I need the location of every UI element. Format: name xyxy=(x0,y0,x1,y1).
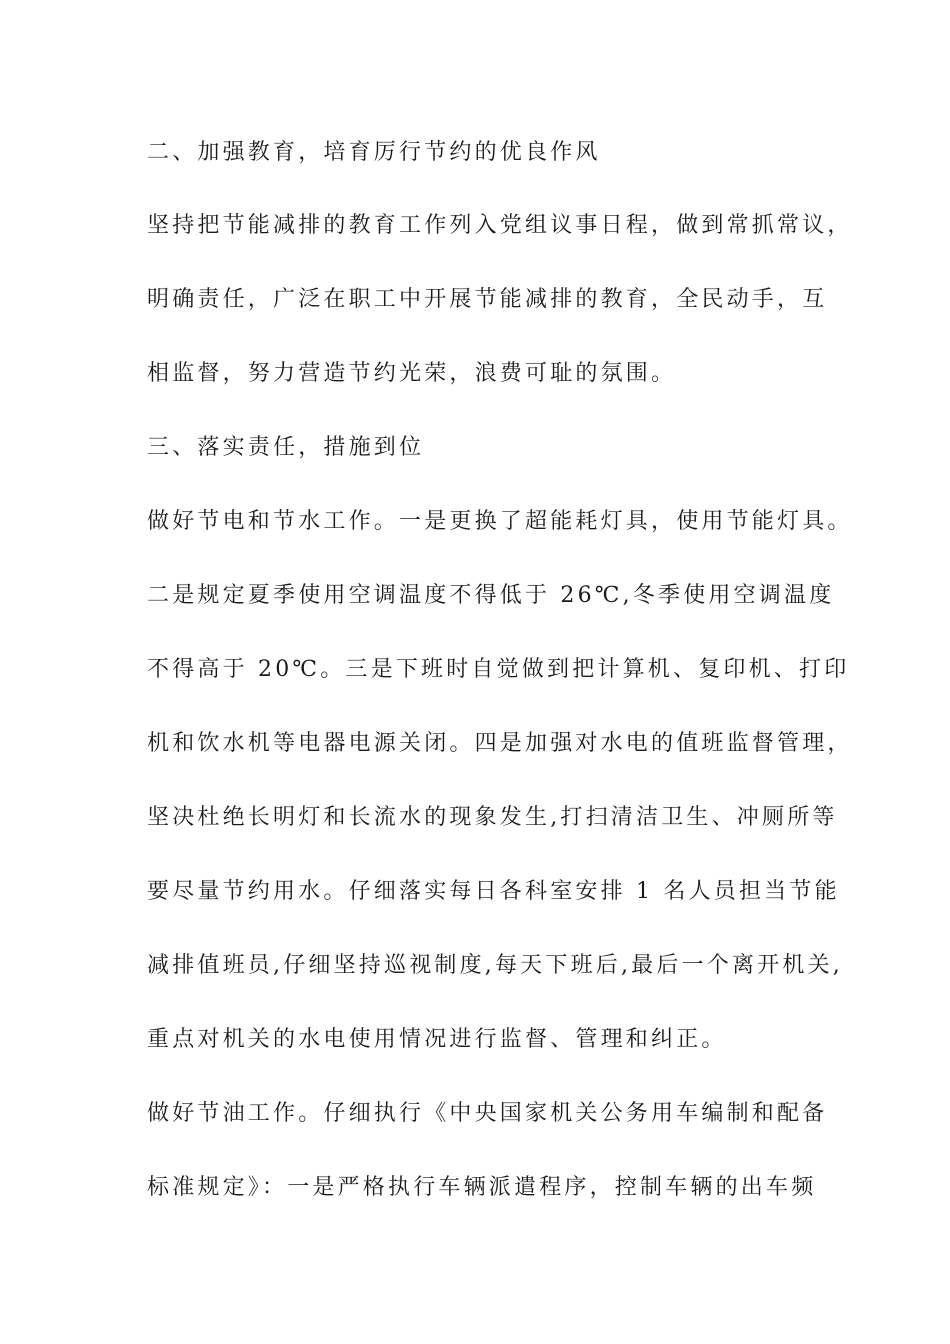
paragraph-line: 重点对机关的水电使用情况进行监督、管理和纠正。 xyxy=(147,1027,727,1052)
paragraph-line: 减排值班员,仔细坚持巡视制度,每天下班后,最后一个离开机关, xyxy=(147,953,843,978)
paragraph-line: 坚持把节能减排的教育工作列入党组议事日程，做到常抓常议， xyxy=(147,213,853,238)
paragraph-line: 要尽量节约用水。仔细落实每日各科室安排 1 名人员担当节能 xyxy=(147,879,840,904)
paragraph-line: 机和饮水机等电器电源关闭。四是加强对水电的值班监督管理， xyxy=(147,731,853,756)
section-heading-3: 三、落实责任，措施到位 xyxy=(147,435,425,460)
paragraph-line: 标准规定》：一是严格执行车辆派遣程序，控制车辆的出车频 xyxy=(147,1175,817,1200)
section-heading-2: 二、加强教育，培育厉行节约的优良作风 xyxy=(147,140,601,165)
paragraph-line: 做好节油工作。仔细执行《中央国家机关公务用车编制和配备 xyxy=(147,1101,828,1126)
paragraph-line: 做好节电和节水工作。一是更换了超能耗灯具，使用节能灯具。 xyxy=(147,509,853,534)
paragraph-line: 二是规定夏季使用空调温度不得低于 26℃,冬季使用空调温度 xyxy=(147,583,835,608)
paragraph-line: 明确责任，广泛在职工中开展节能减排的教育，全民动手，互 xyxy=(147,287,828,312)
paragraph-line: 不得高于 20℃。三是下班时自觉做到把计算机、复印机、打印 xyxy=(147,657,850,682)
paragraph-line: 坚决杜绝长明灯和长流水的现象发生,打扫清洁卫生、冲厕所等 xyxy=(147,805,838,830)
paragraph-line: 相监督，努力营造节约光荣，浪费可耻的氛围。 xyxy=(147,361,677,386)
